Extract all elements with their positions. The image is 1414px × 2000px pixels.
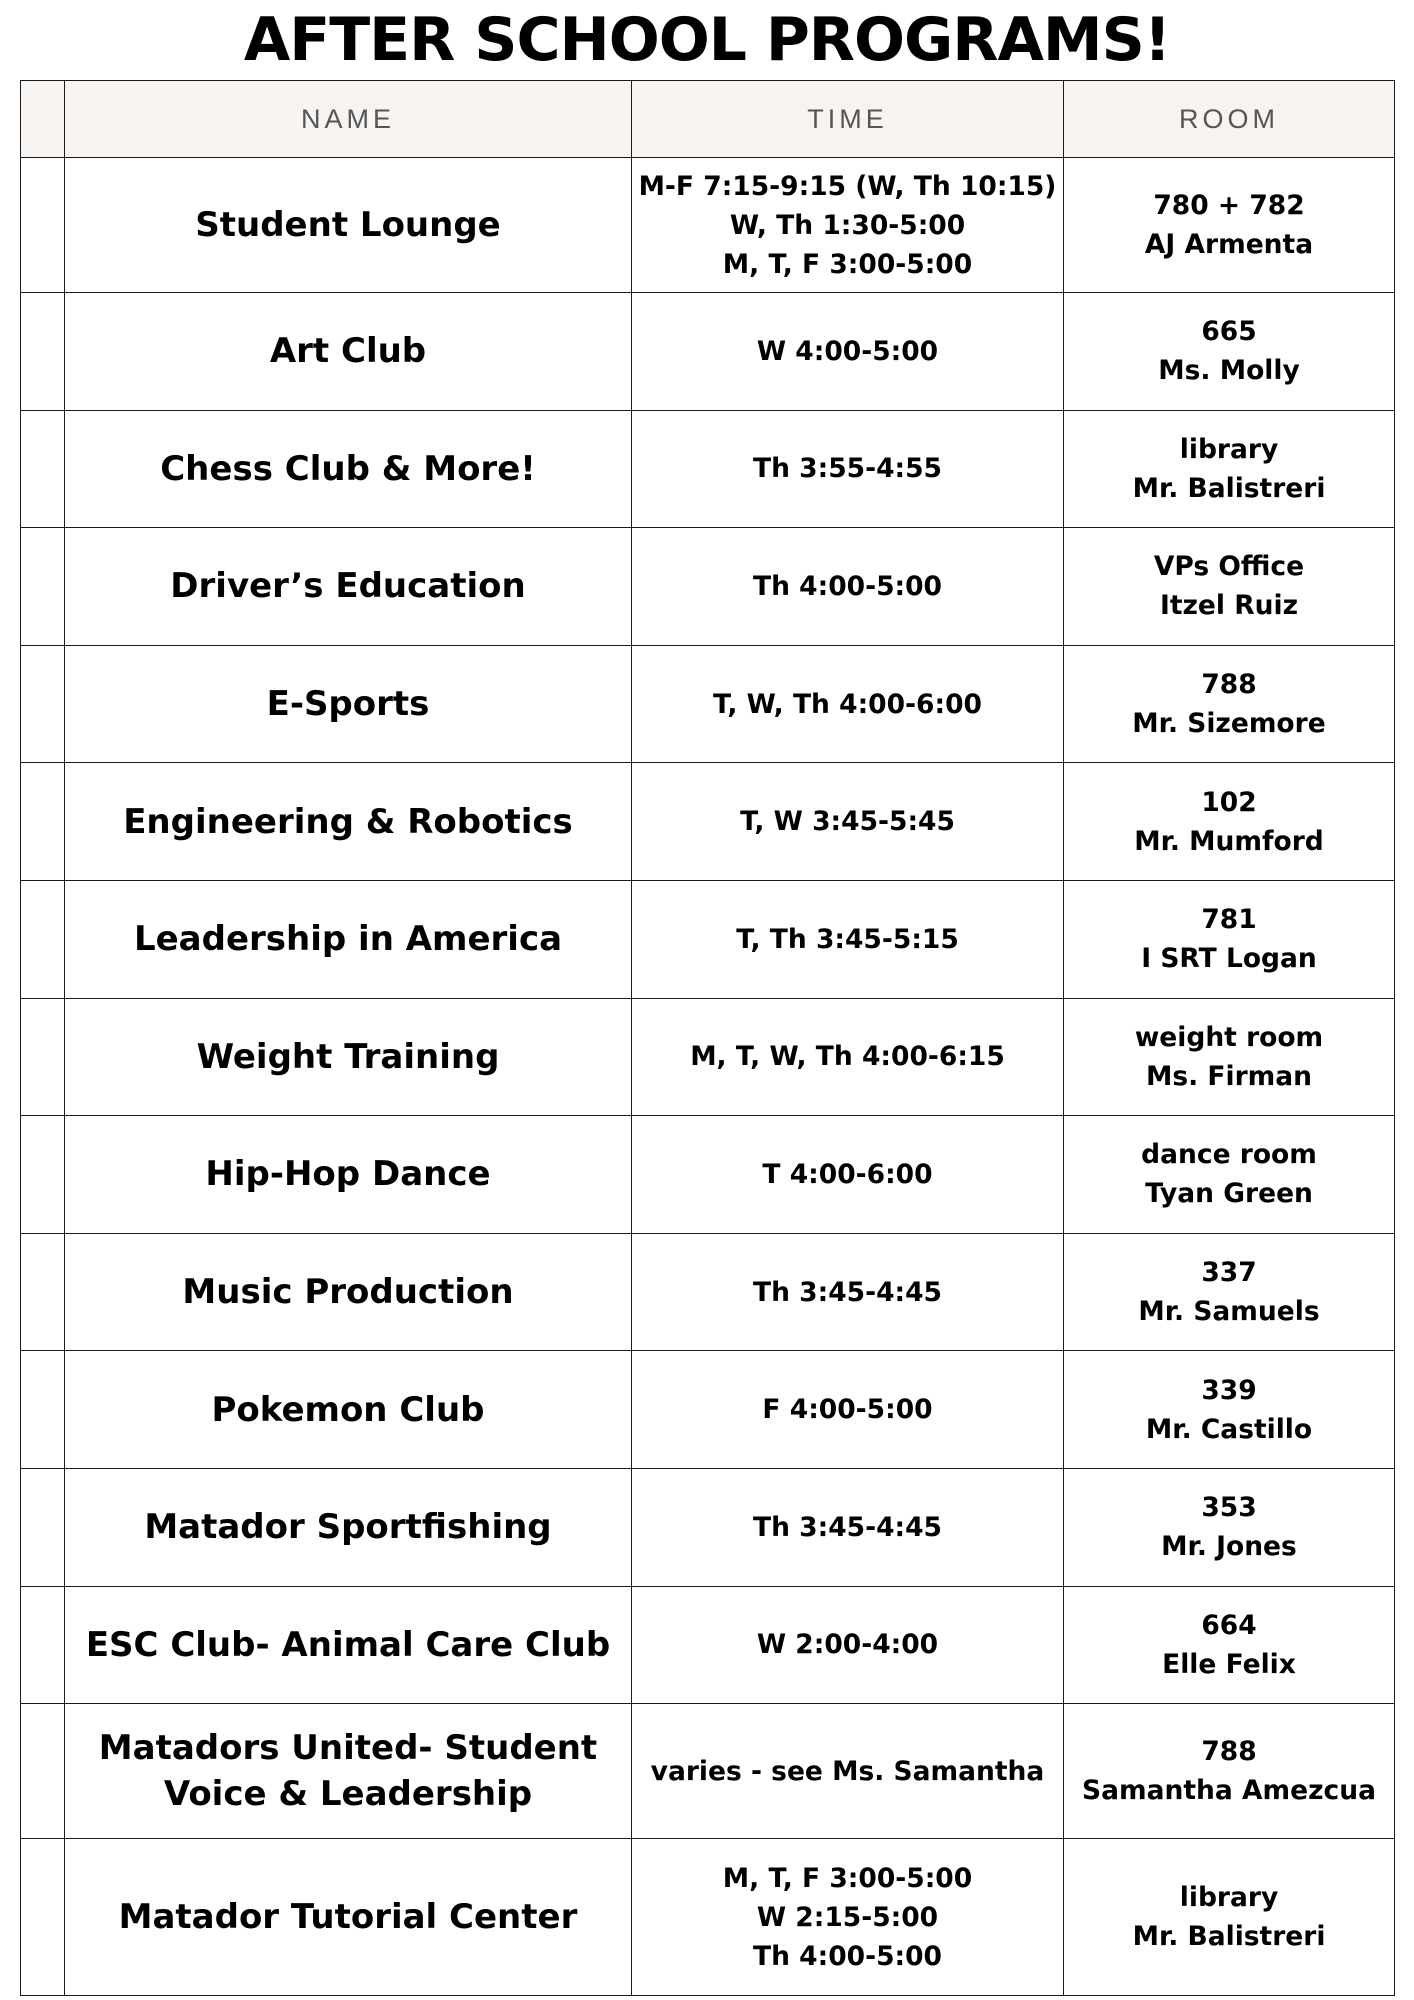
row-index-cell [21,645,65,763]
program-row [21,1116,1395,1234]
row-index-cell [21,1586,65,1704]
program-room-cell [1064,1468,1395,1586]
program-name-cell [65,1704,632,1839]
program-name-line: Art Club [269,331,427,372]
program-room-line: dance room [1141,1139,1317,1171]
program-time-line: M-F 7:15-9:15 (W, Th 10:15) [638,170,1057,202]
program-time-line: F 4:00-5:00 [762,1394,933,1426]
program-row [21,645,1395,763]
program-room-line: Elle Felix [1162,1648,1296,1680]
program-name-line: Matadors United- Student [98,1728,598,1769]
program-room-line: VPs Office [1153,551,1305,583]
program-room-cell [1064,293,1395,411]
program-name-line: Weight Training [196,1036,500,1077]
program-time-cell [632,645,1064,763]
row-index-cell [21,998,65,1116]
program-time-cell [632,410,1064,528]
program-room-line: 102 [1201,786,1257,818]
program-room-line: 353 [1201,1492,1257,1524]
program-name-line: Voice & Leadership [163,1774,533,1815]
program-row [21,293,1395,411]
programs-table [20,80,1395,1996]
program-room-line: Ms. Firman [1145,1060,1313,1092]
program-time-line: Th 4:00-5:00 [753,570,942,602]
program-room-line: 781 [1201,904,1257,936]
row-index-cell [21,1704,65,1839]
program-time-cell [632,293,1064,411]
program-room-line: 788 [1201,669,1257,701]
program-time-line: T, Th 3:45-5:15 [736,923,959,955]
row-index-cell [21,763,65,881]
program-room-cell [1064,410,1395,528]
program-room-line: weight room [1134,1021,1324,1053]
program-name-cell [65,293,632,411]
program-name-cell [65,1351,632,1469]
program-name-line: Leadership in America [133,919,563,960]
program-name-line: Chess Club & More! [160,448,536,489]
program-room-cell [1064,1586,1395,1704]
program-room-cell [1064,1351,1395,1469]
program-room-line: Itzel Ruiz [1159,590,1298,622]
program-row [21,1586,1395,1704]
row-index-cell [21,1233,65,1351]
program-name-line: Pokemon Club [211,1389,485,1430]
program-name-line: Student Lounge [195,205,501,245]
program-name-cell [65,1233,632,1351]
program-row [21,1233,1395,1351]
program-name-cell [65,1116,632,1234]
program-room-cell [1064,645,1395,763]
row-index-cell [21,1839,65,1996]
program-name-line: Matador Tutorial Center [118,1897,578,1938]
program-name-line: Music Production [182,1272,514,1313]
row-index-cell [21,1116,65,1234]
program-room-cell [1064,1233,1395,1351]
program-room-cell [1064,1116,1395,1234]
program-time-line: M, T, F 3:00-5:00 [722,1862,973,1894]
program-time-cell [632,1468,1064,1586]
page-title: AFTER SCHOOL PROGRAMS! [243,5,1171,75]
program-row [21,763,1395,881]
program-time-cell [632,880,1064,998]
program-room-line: 780 + 782 [1153,190,1305,221]
header-row [21,81,1395,158]
program-name-cell [65,528,632,646]
program-time-cell [632,528,1064,646]
program-time-cell [632,1839,1064,1996]
program-room-line: library [1179,433,1279,465]
index-header [21,81,65,158]
program-time-line: W 4:00-5:00 [756,335,939,367]
program-row [21,1351,1395,1469]
program-name-cell [65,998,632,1116]
program-room-line: library [1179,1882,1279,1914]
row-index-cell [21,158,65,293]
program-name-line: ESC Club- Animal Care Club [85,1624,611,1665]
row-index-cell [21,528,65,646]
program-name-cell [65,158,632,293]
program-time-line: M, T, W, Th 4:00-6:15 [690,1041,1005,1073]
program-time-line: M, T, F 3:00-5:00 [722,248,973,280]
program-row [21,1468,1395,1586]
program-room-line: Ms. Molly [1158,355,1300,387]
program-row [21,528,1395,646]
program-room-line: Tyan Green [1145,1178,1313,1210]
row-index-cell [21,293,65,411]
program-name-cell [65,1839,632,1996]
program-time-line: T, W 3:45-5:45 [740,806,955,838]
program-name-line: Engineering & Robotics [123,801,573,842]
program-name-cell [65,763,632,881]
row-index-cell [21,880,65,998]
program-room-line: Samantha Amezcua [1082,1775,1376,1807]
program-room-line: AJ Armenta [1144,229,1314,260]
program-room-line: Mr. Balistreri [1132,1921,1326,1953]
program-time-line: Th 3:45-4:45 [753,1276,942,1308]
program-name-line: Driver’s Education [170,566,526,607]
program-room-cell [1064,1839,1395,1996]
program-time-line: W 2:00-4:00 [756,1629,939,1661]
program-room-cell [1064,763,1395,881]
program-name-cell [65,880,632,998]
program-name-cell [65,645,632,763]
program-time-line: Th 4:00-5:00 [753,1940,942,1972]
program-rows [21,158,1395,1996]
program-time-cell [632,998,1064,1116]
program-room-line: I SRT Logan [1141,943,1317,975]
program-time-cell [632,1586,1064,1704]
program-time-line: T 4:00-6:00 [762,1158,933,1190]
program-room-cell [1064,158,1395,293]
program-room-line: 664 [1201,1609,1257,1641]
row-index-cell [21,410,65,528]
program-room-line: 665 [1201,316,1257,348]
program-time-cell [632,1116,1064,1234]
name-column-header: NAME [65,81,632,158]
program-name-cell [65,1586,632,1704]
program-time-cell [632,1233,1064,1351]
program-room-line: Mr. Castillo [1145,1413,1313,1445]
program-room-cell [1064,1704,1395,1839]
program-time-line: T, W, Th 4:00-6:00 [713,688,982,720]
program-room-line: Mr. Jones [1161,1531,1297,1563]
program-room-line: 337 [1201,1257,1257,1289]
program-time-line: W, Th 1:30-5:00 [729,209,966,241]
program-time-line: W 2:15-5:00 [756,1901,939,1933]
row-index-cell [21,1351,65,1469]
program-row [21,880,1395,998]
program-room-cell [1064,880,1395,998]
program-name-line: E-Sports [266,684,430,725]
program-room-line: 339 [1201,1374,1257,1406]
program-time-cell [632,1351,1064,1469]
program-name-line: Matador Sportfishing [144,1507,552,1548]
room-column-header: ROOM [1064,81,1395,158]
program-row [21,158,1395,293]
program-row [21,1839,1395,1996]
program-name-cell [65,1468,632,1586]
program-room-line: Mr. Mumford [1134,825,1324,857]
program-row [21,410,1395,528]
program-time-cell [632,763,1064,881]
program-time-cell [632,1704,1064,1839]
program-room-line: 788 [1201,1736,1257,1768]
program-time-cell [632,158,1064,293]
row-index-cell [21,1468,65,1586]
program-room-line: Mr. Sizemore [1132,708,1326,740]
program-name-cell [65,410,632,528]
program-time-line: Th 3:55-4:55 [753,453,942,485]
program-room-cell [1064,528,1395,646]
program-time-line: varies - see Ms. Samantha [650,1755,1045,1787]
program-row [21,1704,1395,1839]
program-name-line: Hip-Hop Dance [205,1154,491,1195]
program-room-line: Mr. Samuels [1138,1296,1320,1328]
program-time-line: Th 3:45-4:45 [753,1511,942,1543]
time-column-header: TIME [632,81,1064,158]
program-room-cell [1064,998,1395,1116]
program-room-line: Mr. Balistreri [1132,472,1326,504]
program-row [21,998,1395,1116]
